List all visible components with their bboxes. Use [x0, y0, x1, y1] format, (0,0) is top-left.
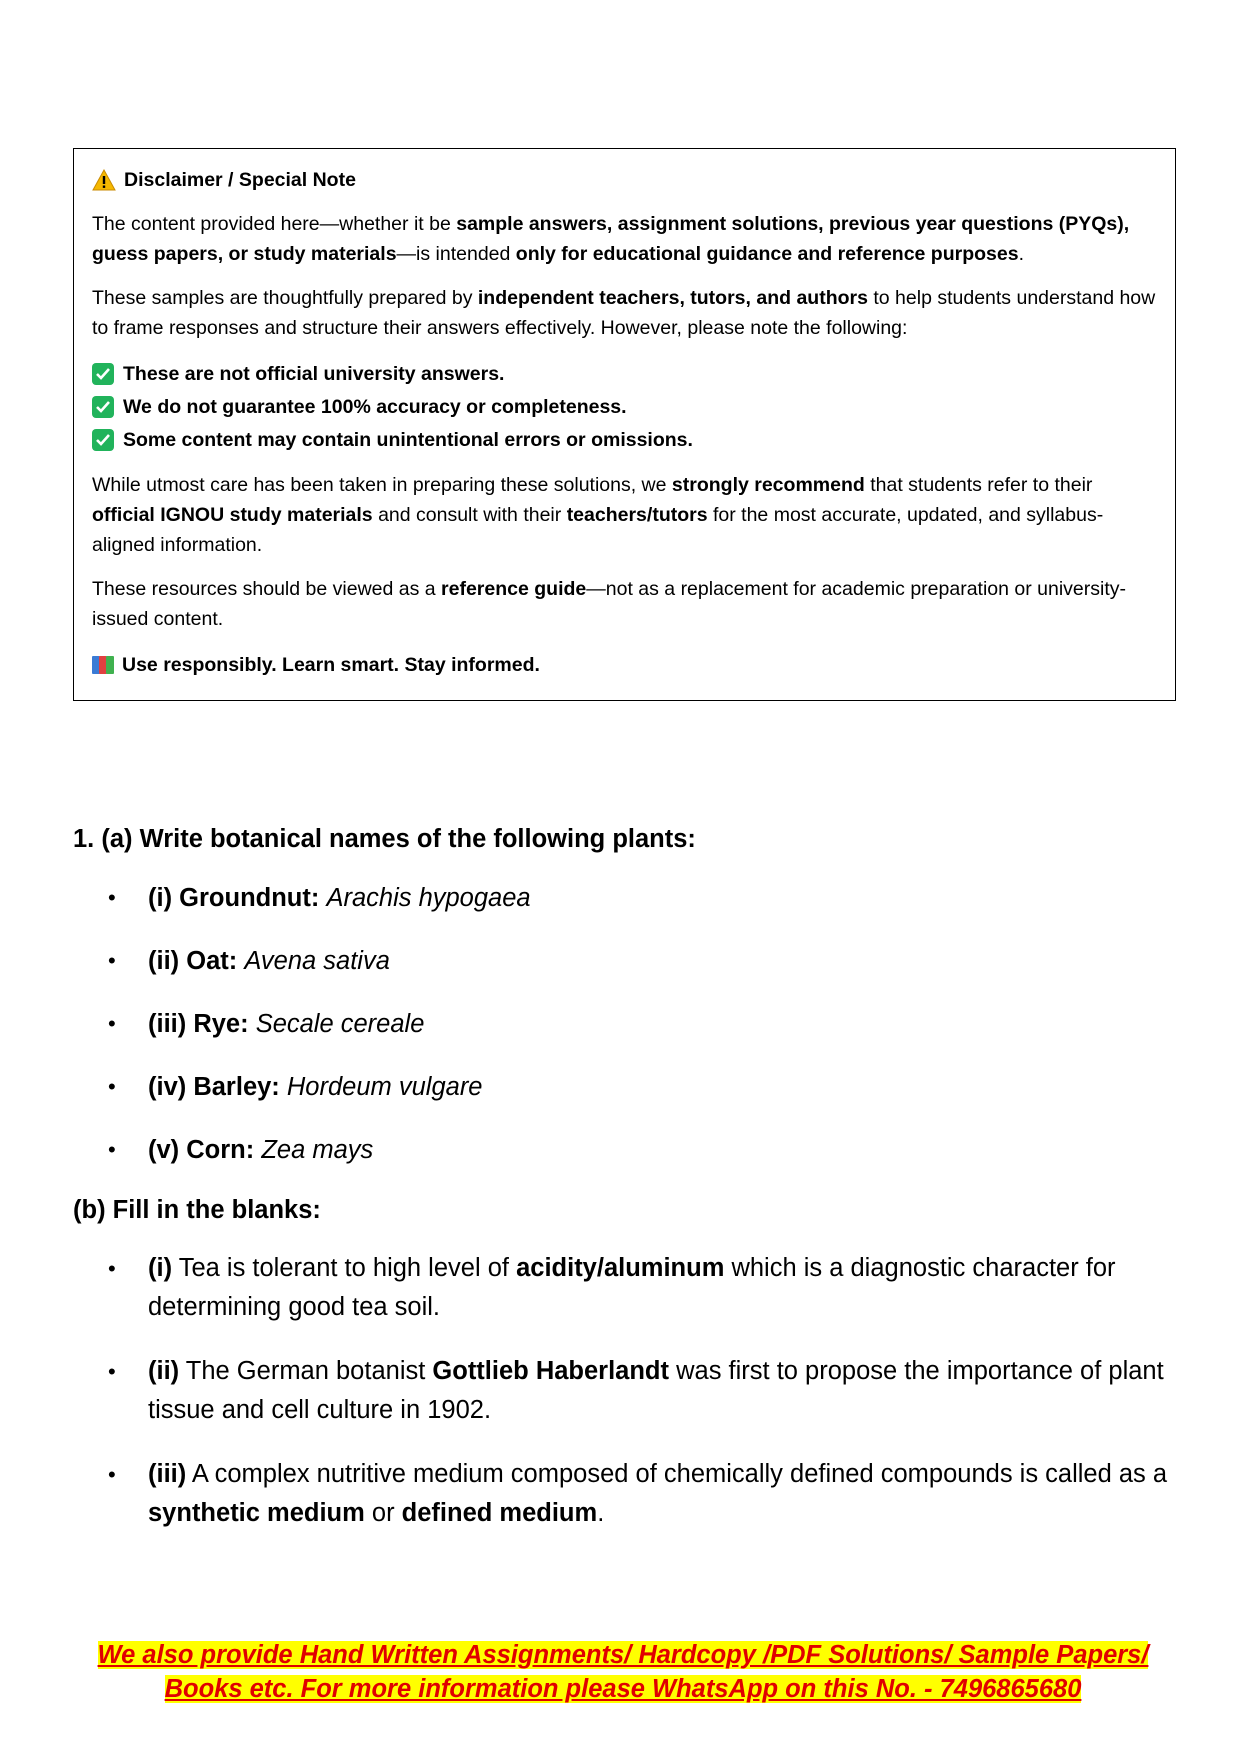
question-heading-b: (b) Fill in the blanks:	[73, 1196, 321, 1224]
checklist-item: Some content may contain unintentional errors or omissions.	[92, 423, 1157, 456]
warning-icon	[92, 169, 116, 191]
list-item: • (iv) Barley: Hordeum vulgare	[73, 1070, 1173, 1104]
disclaimer-paragraph-1: The content provided here—whether it be sample answers, assignment solutions, previous year questions (PYQs), guess papers, or study materials—is intended only for educational guidance and reference purposes.	[92, 213, 1130, 265]
disclaimer-title: Disclaimer / Special Note	[92, 165, 1157, 195]
question-section	[73, 822, 1173, 1533]
list-item: • (ii) The German botanist Gottlieb Haberlandt was first to propose the importance of plant tissue and cell culture in 1902.	[73, 1352, 1173, 1430]
list-item: • (ii) Oat: Avena sativa	[73, 944, 1173, 978]
disclaimer-paragraph-3: While utmost care has been taken in preparing these solutions, we strongly recommend that students refer to their official IGNOU study materials and consult with their teachers/tutors for the most accurate, updated, and syllabus-aligned information.	[92, 474, 1104, 556]
disclaimer-footer: Use responsibly. Learn smart. Stay informed.	[92, 650, 1157, 680]
checkmark-icon	[92, 429, 114, 451]
disclaimer-box	[73, 148, 1176, 701]
disclaimer-paragraph-2: These samples are thoughtfully prepared by independent teachers, tutors, and authors to help students understand how to frame responses and structure their answers effectively. However, please note the following:	[92, 287, 1156, 339]
list-item: • (iii) Rye: Secale cereale	[73, 1007, 1173, 1041]
blanks-list	[73, 1249, 1173, 1533]
question-heading-a: 1. (a) Write botanical names of the following plants:	[73, 825, 696, 853]
disclaimer-paragraph-4: These resources should be viewed as a reference guide—not as a replacement for academic preparation or university-issued content.	[92, 578, 1127, 630]
list-item: • (i) Tea is tolerant to high level of acidity/aluminum which is a diagnostic character for determining good tea soil.	[73, 1249, 1173, 1327]
promo-line-1: We also provide Hand Written Assignments/ Hardcopy /PDF Solutions/ Sample Papers/	[97, 1641, 1149, 1669]
list-item: • (i) Groundnut: Arachis hypogaea	[73, 881, 1173, 915]
promo-line-2: Books etc. For more information please WhatsApp on this No. - 7496865680	[164, 1675, 1082, 1703]
books-icon	[92, 654, 114, 676]
checkmark-icon	[92, 396, 114, 418]
list-item: • (v) Corn: Zea mays	[73, 1133, 1173, 1167]
checklist-item: These are not official university answers.	[92, 357, 1157, 390]
promo-banner	[73, 1638, 1173, 1706]
checklist-item: We do not guarantee 100% accuracy or completeness.	[92, 390, 1157, 423]
list-item: • (iii) A complex nutritive medium composed of chemically defined compounds is called as a synthetic medium or defined medium.	[73, 1455, 1173, 1533]
plant-list	[73, 881, 1173, 1167]
checkmark-icon	[92, 363, 114, 385]
checklist	[92, 357, 1157, 456]
